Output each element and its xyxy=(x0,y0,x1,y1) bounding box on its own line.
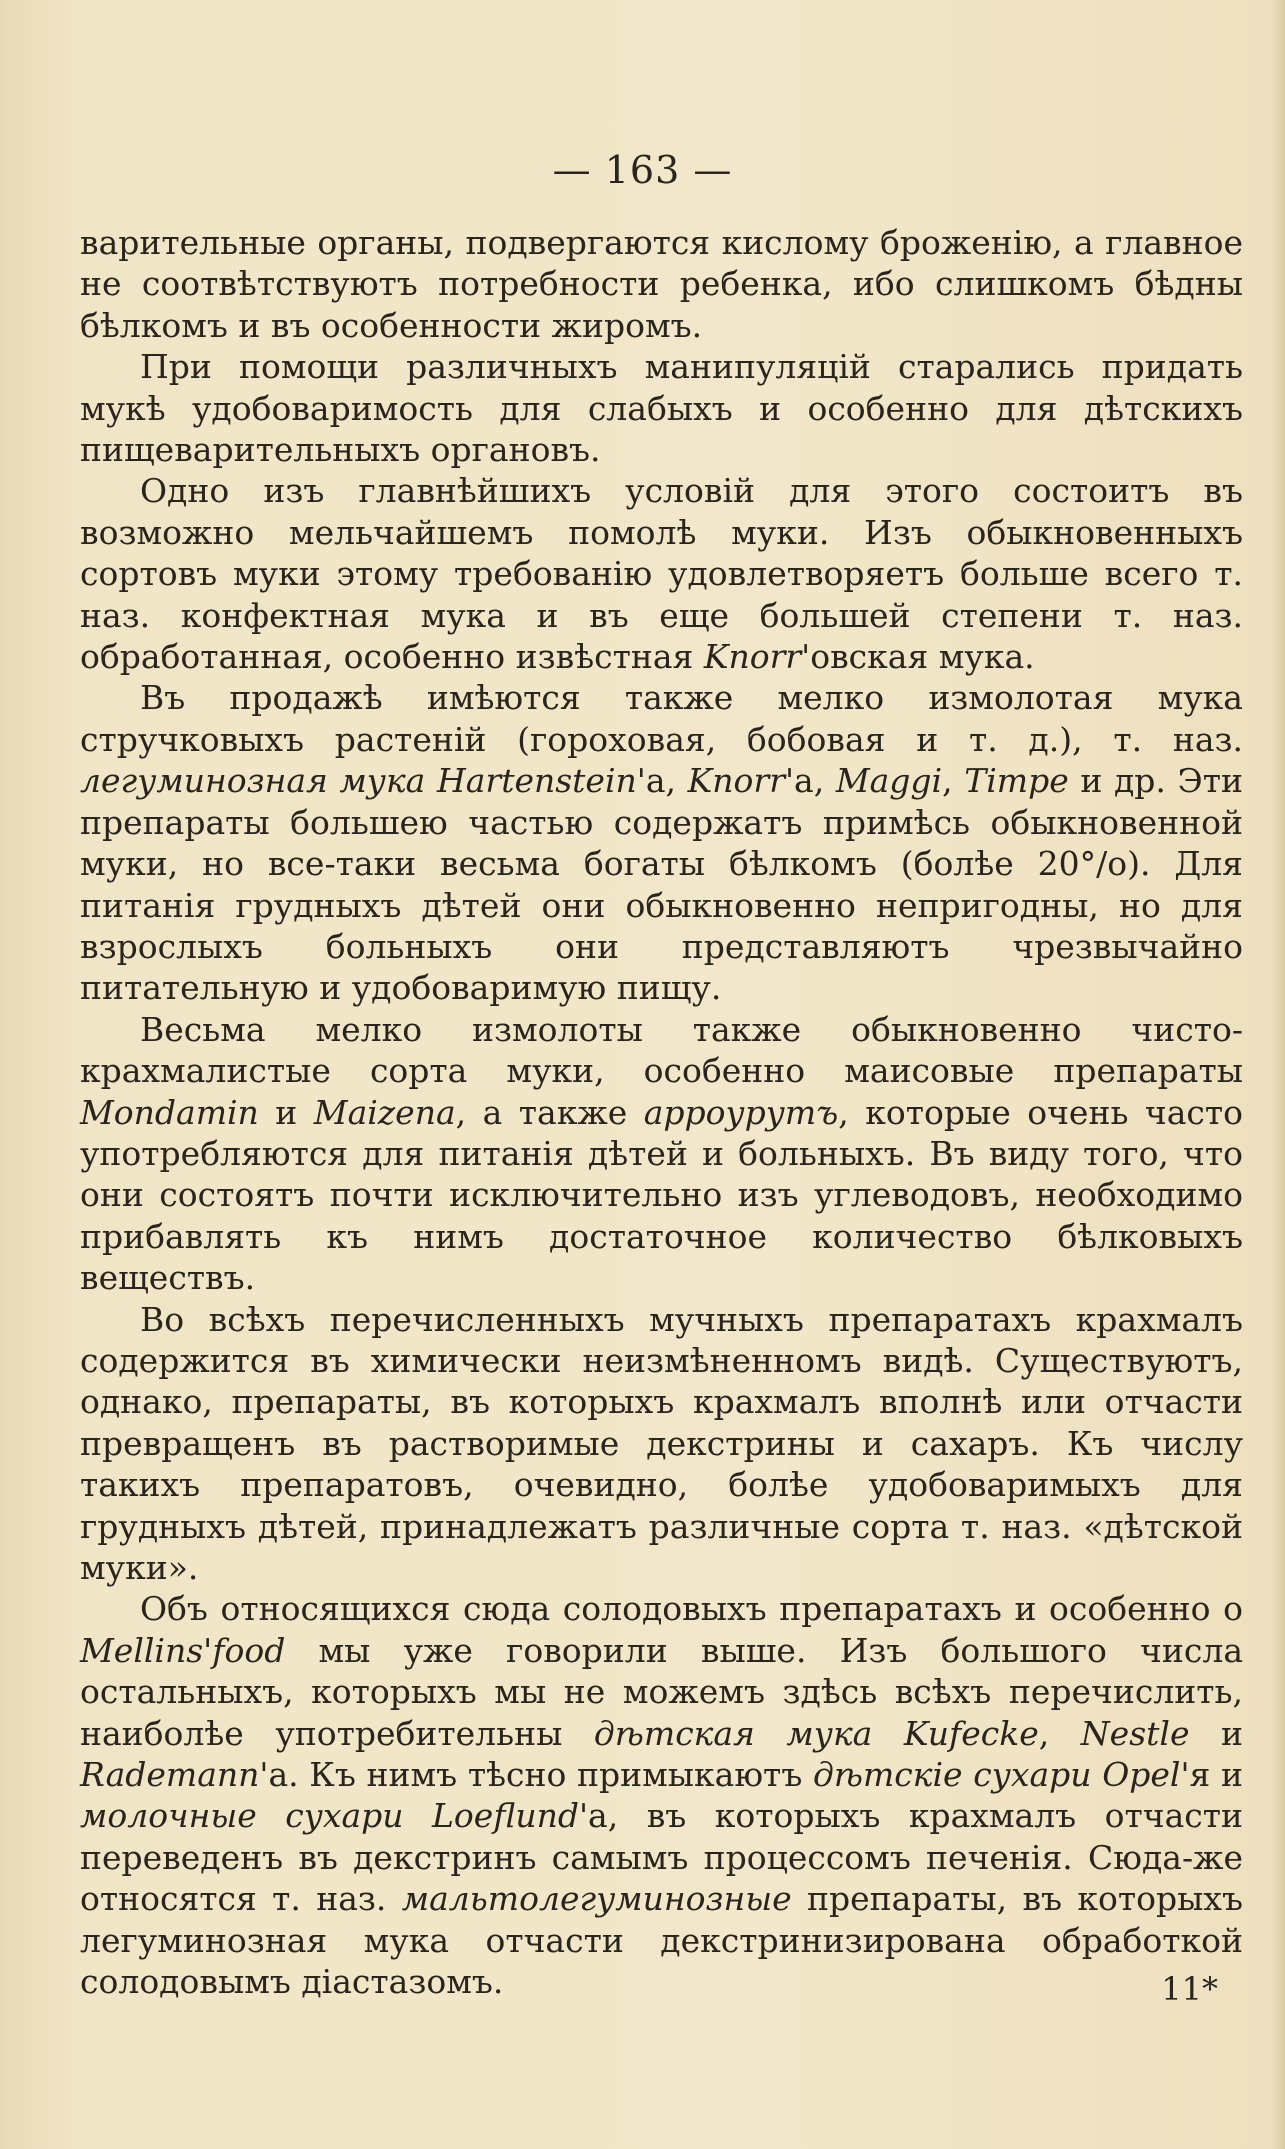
text-run: Во всѣхъ перечисленныхъ мучныхъ препаратахъ крахмалъ содержится въ химически неизмѣненномъ видѣ. Существуютъ, однако, препараты, въ которыхъ крахмалъ вполнѣ или отчасти превращенъ въ растворимые декстрины и сахаръ. Къ числу такихъ препаратовъ, очевидно, болѣе удобоваримыхъ для грудныхъ дѣтей, принадлежатъ различные сорта т. наз. «дѣтской муки». xyxy=(80,1299,1243,1587)
italic-term: Timpe xyxy=(964,761,1069,801)
text-run: 'а. Къ нимъ тѣсно примыкаютъ xyxy=(259,1755,813,1795)
italic-term: Nestle xyxy=(1080,1713,1190,1753)
text-run: и др. Эти препараты большею частью содержатъ примѣсь обыкновенной муки, но все-таки весьма богаты бѣлкомъ (болѣе 20°/о). Для питанія грудныхъ дѣтей они обыкновенно непригодны, но для взрослыхъ больныхъ они представляютъ чрезвычайно питательную и удобоваримую пищу. xyxy=(80,761,1244,1008)
italic-term: мальтолегуминозные xyxy=(401,1879,792,1919)
italic-term: арроурутъ xyxy=(643,1092,839,1132)
italic-term: Mellins'food xyxy=(80,1630,286,1670)
text-run: 'а, xyxy=(636,761,688,801)
text-run: 'овская мука. xyxy=(801,637,1035,677)
text-run: 'а, xyxy=(784,761,836,801)
paragraph xyxy=(80,222,1243,346)
italic-term: Knorr xyxy=(687,761,785,801)
italic-term: легуминозная мука xyxy=(80,761,426,801)
text-run: и xyxy=(1189,1713,1244,1753)
text-run: 'а, въ которыхъ крахмалъ отчасти переведенъ въ декстринъ самымъ процессомъ печенія. Сюда-же относятся т. наз. xyxy=(80,1796,1243,1919)
italic-term: Maizena xyxy=(313,1092,456,1132)
text-run xyxy=(425,761,437,800)
text-run: , а также xyxy=(455,1092,644,1132)
text-run: Одно изъ главнѣйшихъ условій для этого состоитъ въ возможно мельчайшемъ помолѣ муки. Изъ обыкновенныхъ сортовъ муки этому требованію удовлетворяетъ больше всего т. наз. конфектная мука и въ еще большей степени т. наз. обработанная, особенно извѣстная xyxy=(80,471,1243,677)
body-text xyxy=(80,222,1243,2002)
italic-term: Hartenstein xyxy=(436,761,637,801)
text-run: Объ относящихся сюда солодовыхъ препаратахъ и особенно о xyxy=(140,1589,1243,1629)
italic-term: молочные сухари Loeflund xyxy=(80,1796,579,1836)
text-run: мы уже говорили выше. Изъ большого числа остальныхъ, которыхъ мы не можемъ здѣсь всѣхъ перечислить, наиболѣе употребительны xyxy=(80,1630,1243,1753)
text-run: препараты, въ которыхъ легуминозная мука отчасти декстринизирована обработкой солодовымъ діастазомъ. xyxy=(80,1879,1243,2002)
text-run: варительные органы, подвергаются кислому броженію, а главное не соотвѣтствуютъ потребности ребенка, ибо слишкомъ бѣдны бѣлкомъ и въ особенности жиромъ. xyxy=(80,223,1243,345)
text-run: , которые очень часто употребляются для питанія дѣтей и больныхъ. Въ виду того, что они состоятъ почти исключительно изъ углеводовъ, необходимо прибавлять къ нимъ достаточное количество бѣлковыхъ веществъ. xyxy=(80,1092,1243,1298)
paragraph xyxy=(80,1588,1243,2002)
text-run: Въ продажѣ имѣются также мелко измолотая мука стручковыхъ растеній (гороховая, бобовая и т. д.), т. наз. xyxy=(80,678,1243,759)
text-run: При помощи различныхъ манипуляцій старались придать мукѣ удобоваримость для слабыхъ и особенно для дѣтскихъ пищеварительныхъ органовъ. xyxy=(80,347,1243,470)
page-number: — 163 — xyxy=(552,148,733,192)
italic-term: Mondamin xyxy=(80,1092,259,1132)
italic-term: дѣтская мука Kufecke xyxy=(593,1713,1039,1753)
text-run: 'я и xyxy=(1180,1755,1244,1795)
italic-term: Maggi xyxy=(835,761,943,801)
text-run: , xyxy=(942,761,965,801)
paragraph xyxy=(80,1299,1243,1589)
text-run: , xyxy=(1038,1713,1081,1753)
italic-term: Knorr xyxy=(703,637,802,677)
paragraph xyxy=(80,677,1243,1008)
paragraph xyxy=(80,1009,1243,1299)
italic-term: Rademann xyxy=(80,1755,260,1795)
paragraph xyxy=(80,346,1243,470)
paragraph xyxy=(80,470,1243,677)
page-edge-shadow xyxy=(1271,0,1285,2149)
text-run: и xyxy=(258,1092,314,1132)
text-run: Весьма мелко измолоты также обыкновенно чисто-крахмалистые сорта муки, особенно маисовые препараты xyxy=(80,1009,1243,1091)
italic-term: дѣтскіе сухари Opel xyxy=(812,1755,1181,1795)
signature-mark: 11* xyxy=(1161,1970,1218,2008)
